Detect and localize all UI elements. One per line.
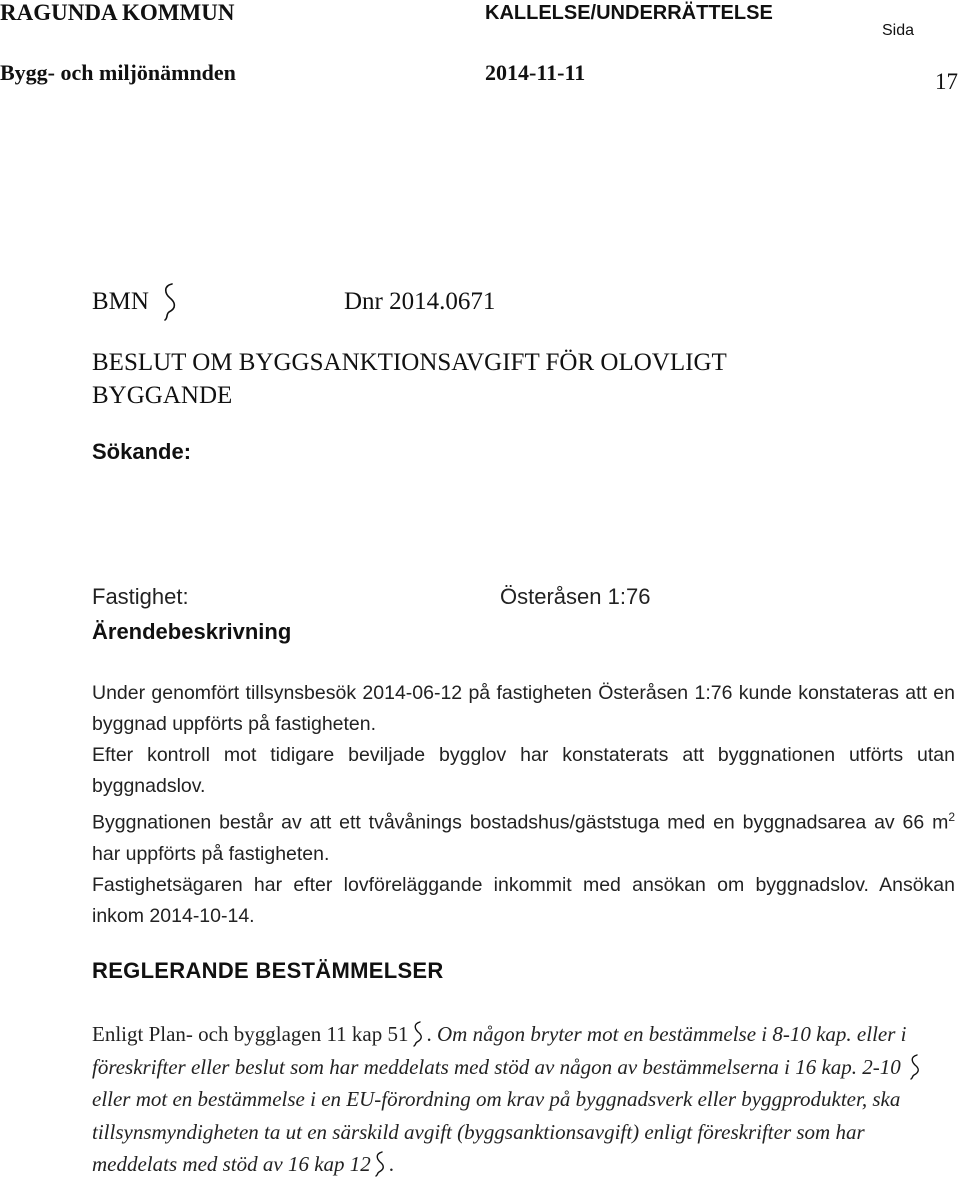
page-label: Sida: [882, 22, 915, 39]
area-text-end: har uppförts på fastigheten.: [92, 842, 330, 865]
property-value: Österåsen 1:76: [500, 584, 651, 609]
decision-title-line-2: BYGGANDE: [92, 382, 233, 409]
paragraph-section-icon: [371, 1151, 389, 1177]
organization-name: RAGUNDA KOMMUN: [0, 0, 235, 25]
page-number: 17: [935, 69, 958, 94]
case-description-heading: Ärendebeskrivning: [92, 619, 292, 644]
meeting-date: 2014-11-11: [485, 60, 586, 85]
section-code: BMN: [92, 288, 149, 315]
law-text-end: .: [388, 1152, 395, 1176]
board-name: Bygg- och miljönämnden: [0, 60, 236, 85]
decision-title-line-1: BESLUT OM BYGGSANKTIONSAVGIFT FÖR OLOVLIGT: [92, 349, 727, 376]
regulations-heading: REGLERANDE BESTÄMMELSER: [92, 958, 444, 983]
law-intro-end: .: [426, 1022, 432, 1046]
case-description: [92, 678, 955, 932]
law-intro: Enligt Plan- och bygglagen 11 kap 51: [92, 1022, 409, 1046]
description-paragraph: Efter kontroll mot tidigare beviljade bygglov har konstaterats att byggnationen utförts utan byggnadslov.: [92, 744, 955, 797]
paragraph-section-icon: [409, 1021, 427, 1047]
description-paragraph: Fastighetsägaren har efter lovföreläggande inkommit med ansökan om byggnadslov. Ansökan inkom 2014-10-14.: [92, 873, 955, 927]
paragraph-section-icon: [157, 282, 183, 322]
area-text: Byggnationen består av att ett tvåvånings bostadshus/gäststuga med en byggnadsarea av 66 m: [92, 811, 949, 834]
property-label: Fastighet:: [92, 584, 189, 609]
paragraph-section-icon: [906, 1054, 924, 1080]
law-quote-part-1: Om någon bryter mot en bestämmelse i 8-10 kap. eller i föreskrifter eller beslut som har meddelats med stöd av någon av bestämmelserna i 16 kap. 2-10: [92, 1022, 907, 1079]
description-paragraph-area: [92, 802, 955, 870]
case-number: Dnr 2014.0671: [344, 288, 496, 315]
law-quote-part-2: eller mot en bestämmelse i en EU-förordning om krav på byggnadsverk eller byggprodukter, ska tillsynsmyndigheten ta ut en särskild avgift (byggsanktionsavgift) enligt föreskrifter som har meddelats med stöd av 16 kap 12: [92, 1087, 901, 1176]
reference-line: [92, 286, 955, 320]
document-type: KALLELSE/UNDERRÄTTELSE: [485, 2, 773, 24]
area-unit-superscript: 2: [948, 810, 955, 824]
applicant-label: Sökande:: [92, 439, 192, 464]
description-paragraph: Under genomfört tillsynsbesök 2014-06-12 på fastigheten Österåsen 1:76 kunde konstateras att en byggnad uppförts på fastigheten.: [92, 682, 955, 735]
decision-title: [92, 346, 912, 412]
regulation-text: [92, 1018, 955, 1181]
